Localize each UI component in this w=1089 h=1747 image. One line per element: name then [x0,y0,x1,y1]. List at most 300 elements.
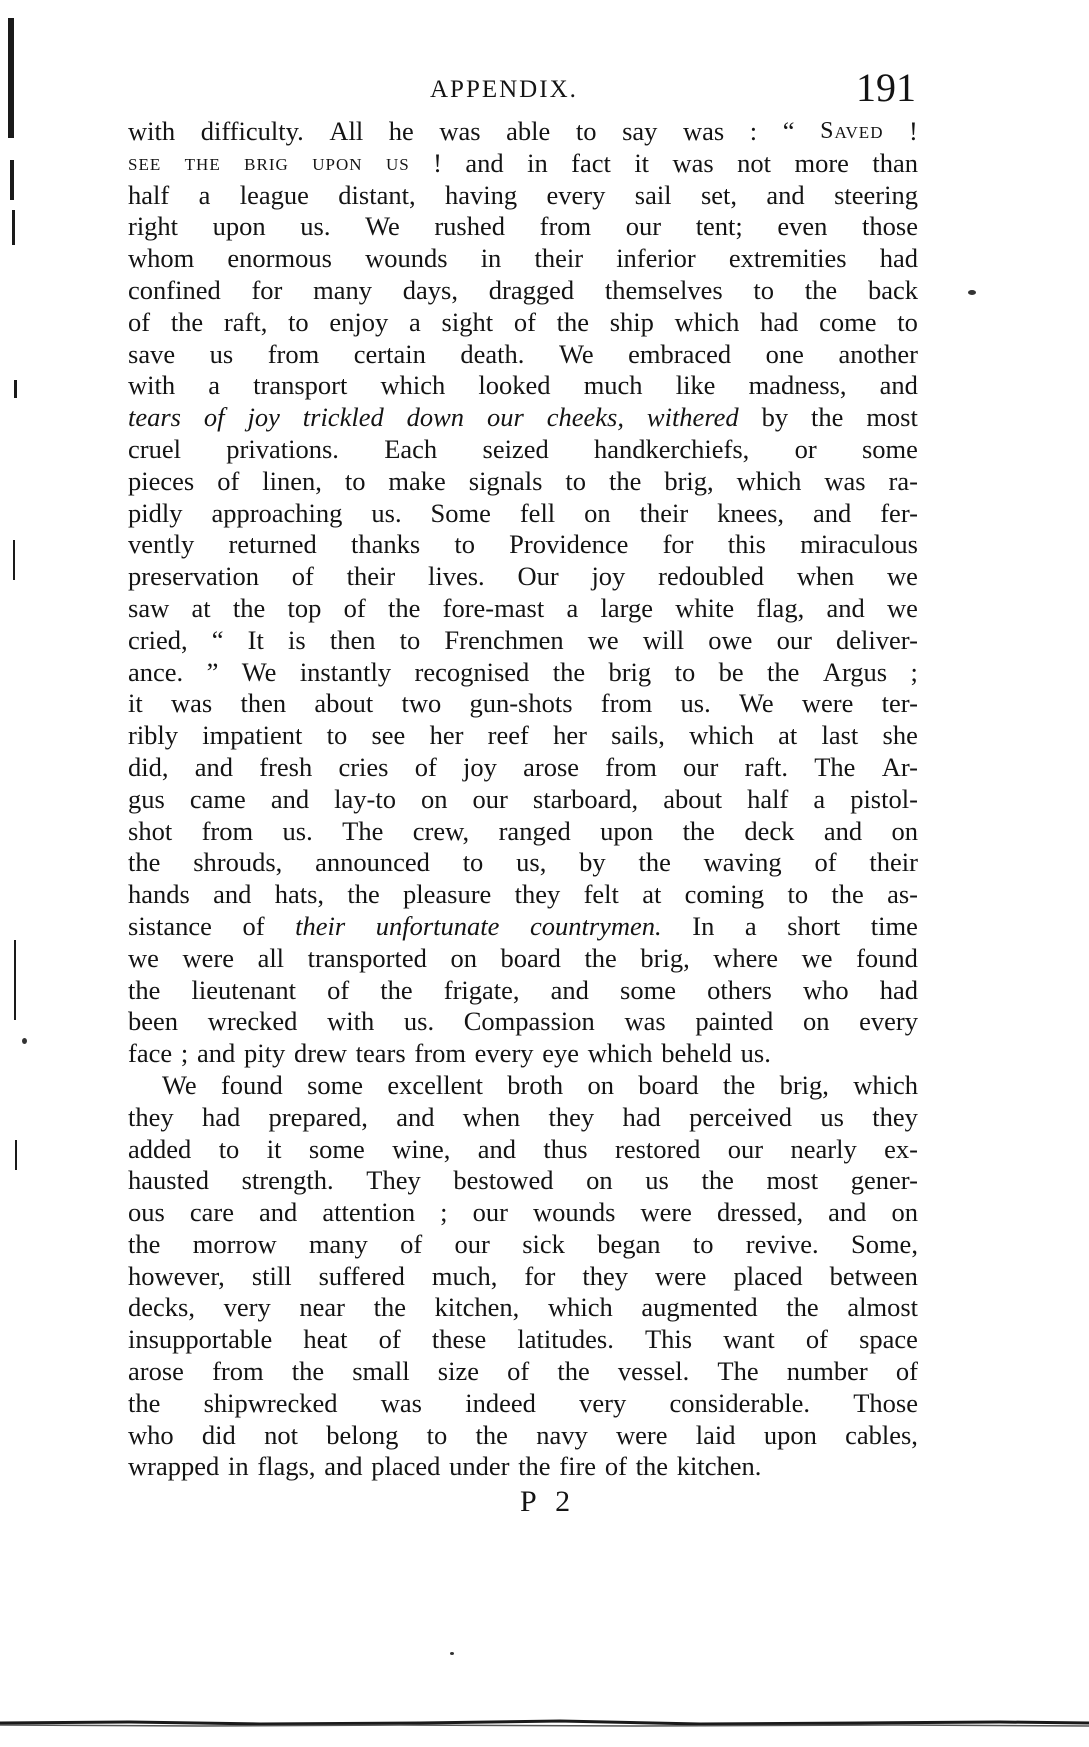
text-word: the [804,274,838,305]
text-word: most [866,402,918,433]
text-word: hands [128,879,190,910]
text-word: certain [353,338,426,369]
text-line [128,688,918,720]
text-word: save [128,338,176,369]
text-word: the [128,1387,161,1418]
text-word: which [853,1069,918,1100]
text-word: wrapped [128,1451,220,1482]
text-word: as- [887,879,918,910]
text-word: our [625,211,662,242]
text-word: Saved [820,118,884,144]
text-word: found [856,942,918,973]
text-word: us. [282,815,313,846]
text-word: impatient [202,720,303,751]
text-word: of [805,1324,828,1355]
ink-speck [22,1038,27,1044]
text-word: to [897,306,918,337]
text-word: enormous [227,243,332,274]
text-word: some [307,1069,364,1100]
text-line [128,339,918,371]
text-line [128,943,918,975]
text-word: very [223,1292,271,1323]
text-word: cables, [845,1419,918,1450]
text-word: sails, [611,720,665,751]
text-word: Some [430,497,491,528]
text-word: signals [468,465,543,496]
text-word: we [801,942,833,973]
text-word: All [329,116,364,146]
text-word: shot [128,815,173,846]
text-word: steering [834,179,918,210]
text-word: in [480,243,502,274]
text-word: did, [128,751,169,782]
text-word: miraculous [800,529,918,560]
text-word: their [639,497,689,528]
text-word: of [414,751,437,782]
text-word: we [587,624,619,655]
text-word: The [814,751,856,782]
binding-edge-mark [15,1140,17,1170]
text-word: all [257,942,285,973]
text-word: however, [128,1260,225,1291]
text-word: the [552,656,586,687]
text-line [128,657,918,689]
text-word: arose [523,751,580,782]
text-word: joy [463,751,497,782]
text-word: dragged [488,274,575,305]
text-word: space [859,1324,918,1355]
text-word: placed [371,1451,441,1482]
text-word: enjoy [329,306,389,337]
text-word: who [128,1419,174,1450]
ink-speck [450,1652,454,1655]
text-word: of [291,561,314,592]
text-word: from [539,211,592,242]
text-word: perceived [689,1101,793,1132]
text-word: still [251,1260,292,1291]
text-word: which [587,1038,653,1069]
text-word: of [400,1228,423,1259]
text-word: felt [583,879,619,910]
text-word: the [584,942,617,973]
text-word: by [579,847,606,878]
text-word: wrecked [207,1006,298,1037]
text-word: fell [519,497,556,528]
text-word: trickled [302,402,384,433]
text-word: us [209,338,234,369]
text-word: and [766,179,805,210]
text-word: and [813,497,852,528]
text-word: had [201,1101,241,1132]
text-word: and [828,1197,867,1228]
text-word: raft, [223,306,268,337]
text-word: We [739,688,774,719]
text-word: more [794,147,849,178]
text-word: ra- [888,465,918,496]
text-line [128,593,918,625]
text-word: a [566,592,579,623]
binding-edge-mark [8,18,14,138]
text-word: they [514,879,561,910]
text-word: make [388,465,446,496]
text-line [128,211,918,243]
text-line [128,1102,918,1134]
text-word: deliver- [836,624,918,655]
text-word: the [128,847,161,878]
text-word: fer- [880,497,918,528]
text-word: nearly [790,1133,857,1164]
text-word: sistance [128,910,212,941]
text-word: they [548,1101,595,1132]
text-word: ter- [881,688,918,719]
text-word: pidly [128,497,183,528]
text-word: of [604,1451,627,1482]
text-line [128,561,918,593]
text-word: top [287,592,322,623]
text-word: then [240,688,287,719]
text-word: one [765,338,804,369]
text-word: to [674,656,696,687]
text-word: half [747,783,789,814]
text-word: the [638,847,671,878]
text-word: ranged [498,815,571,846]
text-word: cruel [128,433,181,464]
text-word: the [475,1419,508,1450]
text-word: pistol- [850,783,918,814]
text-word: between [829,1260,918,1291]
text-word: upon [212,211,266,242]
text-word: heat [303,1324,348,1355]
text-word: ! [909,116,918,146]
text-word: recognised [414,656,530,687]
text-word: fire [559,1451,597,1482]
text-word: days, [402,274,458,305]
text-word: on [587,1069,614,1100]
text-word: broth [507,1069,564,1100]
text-word: their [295,910,346,941]
text-word: inferior [616,243,696,274]
text-word: were [801,688,854,719]
text-word: her [429,720,464,751]
text-word: knees, [717,497,785,528]
text-word: brig, [779,1069,829,1100]
text-word: lay-to [334,783,396,814]
text-word: the [701,1165,734,1196]
text-word: announced [315,847,430,878]
text-word: suffered [318,1260,405,1291]
text-word: ance. [128,656,184,687]
text-word: from [414,1038,466,1069]
text-word: not [737,147,772,178]
text-word: ; [440,1197,448,1228]
text-word: were [616,1419,668,1450]
text-word: some [308,1133,365,1164]
text-line [128,1261,918,1293]
text-word: was [380,1387,422,1418]
text-word: about [663,783,723,814]
text-word: almost [847,1292,918,1323]
text-word: short [787,910,841,941]
text-word: our [454,1228,490,1259]
text-word: coming [684,879,765,910]
text-word: cried, [128,624,188,655]
text-word: was [439,116,481,146]
text-word: from [201,815,254,846]
text-word: : [749,116,758,146]
text-word: from [212,1356,264,1387]
text-word: prepared, [268,1101,368,1132]
text-word: kitchen, [434,1292,520,1323]
text-word: had [879,974,918,1005]
text-word: had [622,1101,661,1132]
text-word: and [270,783,310,814]
text-word: We [162,1069,197,1100]
text-word: of [242,910,265,941]
text-word: beheld [661,1038,732,1069]
text-word: which [736,465,802,496]
text-line [128,275,918,307]
text-word: they [872,1101,918,1132]
text-word: she [882,720,918,751]
text-word: on [421,783,448,814]
text-word: last [821,720,859,751]
text-line [128,911,918,943]
text-word: us. [403,1006,435,1037]
text-word: instantly [299,656,392,687]
text-word: on [891,815,918,846]
text-word: sick [522,1228,565,1259]
text-word: It [247,624,264,655]
text-word: fore-mast [442,592,545,623]
text-word: ex- [884,1133,918,1164]
text-word: handkerchiefs, [594,433,750,464]
text-word: a [409,306,421,337]
text-word: is [288,624,306,655]
text-word: latitudes. [517,1324,614,1355]
text-word: wounds [532,1197,616,1228]
text-word: Those [853,1387,918,1418]
text-word: he [388,116,414,146]
text-word: and [826,592,865,623]
text-word: was [672,147,714,178]
text-word: time [870,910,918,941]
text-word: the [347,879,380,910]
text-word: owe [708,624,753,655]
text-word: pieces [128,465,195,496]
text-word: and [550,974,589,1005]
text-word: pleasure [403,879,492,910]
text-word: their [869,847,918,878]
text-word: fact [571,147,611,178]
text-word: say [622,116,658,146]
text-word: deck [744,815,795,846]
text-word: of [513,306,536,337]
text-word: whom [128,243,195,274]
text-word: The [717,1356,759,1387]
text-word: some [861,433,918,464]
text-word: when [796,561,855,592]
text-word: ous [128,1197,165,1228]
text-word: the [557,1356,590,1387]
text-word: the [128,1228,161,1259]
text-word: some [620,974,676,1005]
text-word: gus [128,783,165,814]
text-word: much [583,370,643,401]
text-word: placed [733,1260,803,1291]
text-word: crew, [412,815,470,846]
text-word: and [823,815,863,846]
text-word: madness, [748,370,847,401]
text-word: their [534,243,584,274]
text-line [128,1420,918,1452]
text-word: us [645,1165,669,1196]
text-word: upon [600,815,654,846]
text-word: the [291,1356,325,1387]
text-word: in [527,147,548,178]
binding-edge-mark [10,160,14,200]
text-word: This [644,1324,693,1355]
text-word: half [128,179,170,210]
text-word: with [128,116,176,146]
text-word: preservation [128,561,259,592]
text-word: vessel. [617,1356,690,1387]
text-word: painted [695,1006,774,1037]
text-word: many [308,1228,368,1259]
text-word: tears [128,402,181,433]
binding-edge-mark [13,540,15,580]
text-word: did [201,1419,236,1450]
text-word: when [462,1101,521,1132]
text-word: began [597,1228,661,1259]
text-word: even [777,211,828,242]
text-word: which [547,1292,613,1323]
text-word: had [879,243,918,274]
text-word: come [819,306,877,337]
text-word: drew [293,1038,347,1069]
text-word: on [450,942,477,973]
text-word: distant, [338,179,416,210]
text-word: pity [243,1038,286,1069]
text-line [128,784,918,816]
text-word: and [194,751,233,782]
text-word: gener- [850,1165,918,1196]
text-word: unfortunate [375,910,500,941]
text-word: was [170,688,213,719]
text-word: small [352,1356,410,1387]
text-word: transport [253,370,348,401]
text-word: linen, [262,465,322,496]
text-word: our [486,402,524,433]
bottom-edge-rule [0,1718,1089,1728]
text-word: were [654,1260,707,1291]
text-word: the [170,306,204,337]
text-word: to [288,306,309,337]
text-word: to [454,529,475,560]
text-word: a [744,910,757,941]
text-word: much, [431,1260,498,1291]
text-word: under [449,1451,510,1482]
text-word: difficulty. [200,116,304,146]
text-word: upon [312,149,363,176]
text-word: sail [634,179,672,210]
text-word: the [722,1069,756,1100]
text-word: rushed [434,211,506,242]
text-word: came [189,783,246,814]
text-word: every [474,1038,534,1069]
text-line [128,307,918,339]
text-line [128,625,918,657]
text-word: been [128,1006,179,1037]
text-word: to [753,274,775,305]
text-word: frigate, [443,974,520,1005]
text-word: insupportable [128,1324,273,1355]
text-line [128,1292,918,1324]
text-word: starboard, [532,783,639,814]
text-word: another [838,338,918,369]
text-word: approaching [211,497,343,528]
text-word: set, [700,179,738,210]
text-word: we [128,942,159,973]
text-line [128,402,918,434]
text-word: joy [247,402,280,433]
text-word: thanks [350,529,421,560]
text-word: with [327,1006,375,1037]
text-word: then [329,624,376,655]
body-text [128,116,918,1483]
text-word: which [380,370,446,401]
text-word: near [299,1292,345,1323]
text-word: indeed [465,1387,536,1418]
text-word: and [324,1451,363,1482]
text-word: number [786,1356,868,1387]
text-word: a [813,783,826,814]
text-word: to [344,465,366,496]
text-word: and [396,1101,435,1132]
text-word: tears [355,1038,406,1069]
text-word: decks, [128,1292,195,1323]
text-word: others [707,974,772,1005]
text-word: many [313,274,373,305]
text-word: size [437,1356,479,1387]
text-word: brig, [664,465,714,496]
text-word: us [385,149,410,176]
text-line [128,975,918,1007]
text-word: ribly [128,720,179,751]
text-line [128,498,918,530]
text-word: to [462,847,484,878]
text-word: league [239,179,309,210]
text-word: from [267,338,320,369]
text-word: brig [608,656,652,687]
text-word: the [518,1451,551,1482]
text-word: We [558,338,594,369]
text-word: had [760,306,799,337]
text-word: transported [307,942,427,973]
text-word: We [241,656,277,687]
binding-edge-mark [14,380,17,398]
text-word: and [465,147,504,178]
text-word: not [264,1419,298,1450]
text-word: of [203,402,225,433]
text-word: large [600,592,653,623]
text-word: our [683,751,719,782]
text-word: every [859,1006,918,1037]
text-line [128,180,918,212]
text-word: redoubled [658,561,765,592]
text-line [128,720,918,752]
text-word: ! [433,147,442,178]
text-word: they [582,1260,628,1291]
